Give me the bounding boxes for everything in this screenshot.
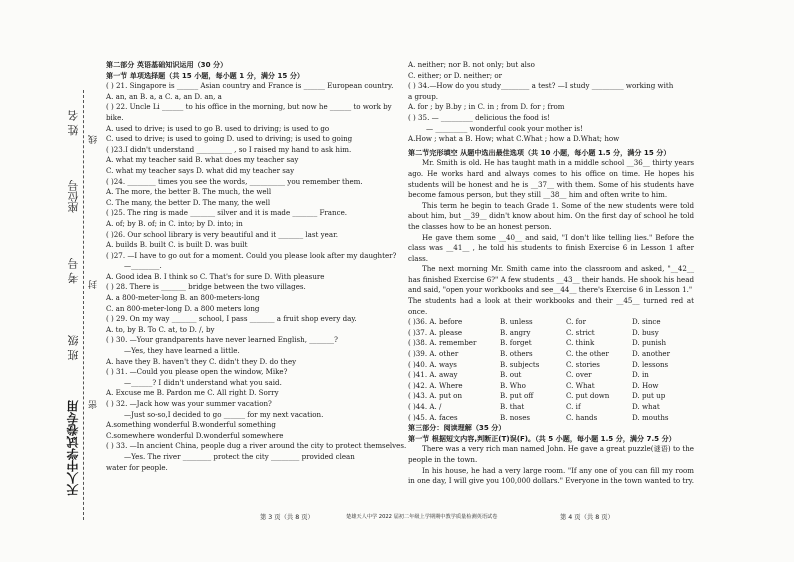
- cloze-option-row: [408, 370, 694, 381]
- school-label: 天人中学试卷专用: [66, 400, 80, 496]
- option: ( )36. A. before: [408, 317, 463, 327]
- question-line: ( ) 35. — _________ delicious the food is!: [408, 112, 550, 122]
- option: C. the other: [566, 349, 609, 359]
- option-line: A.something wonderful B.wonderful something: [106, 420, 276, 430]
- cloze-paragraph: The next morning Mr. Smith came into the classroom and asked, "__42__ has finished Exercise 6?" A few students __43__ their hands. He shook his head and said, "open your workbooks and see__44__ there's Exercise 6 in Lesson 1.": [408, 264, 694, 295]
- dialogue-line: —Yes, they have learned a little.: [124, 346, 240, 356]
- section-3-heading: 第一节 根据短文内容,判断正(T)误(F)。（共 5 小题，每小题 1.5 分，满分 7.5 分）: [408, 433, 676, 443]
- option: ( )43. A. put on: [408, 391, 463, 401]
- question-line: ( ) 29. On my way _______ school, I pass _______ a fruit shop every day.: [106, 314, 357, 324]
- option-line: A. for ; by B.by ; in C. in ; from D. for ; from: [408, 102, 565, 112]
- option: B. put off: [500, 391, 534, 401]
- cloze-paragraph: Mr. Smith is old. He has taught math in a middle school __36__ thirty years ago. He works hard and always comes to his office on time. He hopes his students will be honest and he is __37__ with them. Some of his students have become famous person, but they still __38__ him and often write to him.: [408, 158, 694, 200]
- reading-paragraph: There was a very rich man named John. He gave a great puzzle(谜语) to the people in the town.: [408, 444, 694, 464]
- option: B. angry: [500, 327, 531, 337]
- question-line: ( )25. The ring is made _______ silver and it is made _______ France.: [106, 208, 348, 218]
- option-line: A. Excuse me B. Pardon me C. All right D. Sorry: [106, 388, 279, 398]
- question-line: ( ) 31. —Could you please open the window, Mike?: [106, 367, 288, 377]
- option: ( )40. A. ways: [408, 359, 457, 369]
- question-line: bike.: [106, 112, 124, 122]
- option-line: A. of; by B. of; in C. into; by D. into; in: [106, 218, 243, 228]
- option-line: A. to, by B. To C. at, to D. /, by: [106, 324, 215, 334]
- reading-paragraph: In his house, he had a very large room. "If any one of you can fill my room in one day, I will give you 100,000 dollars." Everyone in the town wanted to try.: [408, 465, 694, 486]
- option: C. put down: [566, 391, 610, 401]
- left-column: [106, 60, 407, 473]
- option: ( )39. A. other: [408, 349, 459, 359]
- section-2-heading: 第二节完形填空 从题中选出最佳选项（共 10 小题，每小题 1.5 分，满分 15 分）: [408, 147, 671, 157]
- dialogue-line: —______? I didn't understand what you said.: [124, 377, 282, 387]
- cloze-option-row: [408, 338, 694, 349]
- question-line: water for people.: [106, 462, 168, 472]
- option: ( )42. A. Where: [408, 380, 463, 390]
- option: B. subjects: [500, 359, 540, 369]
- option: ( )44. A. /: [408, 402, 442, 411]
- option-line: A. what my teacher said B. what does my teacher say: [106, 155, 299, 165]
- option: B. noses: [500, 412, 531, 422]
- option-line: A. The more, the better B. The much, the well: [106, 187, 272, 197]
- question-line: ( ) 30. —Your grandparents have never learned English, _______?: [106, 335, 338, 345]
- option: B. forget: [500, 338, 532, 348]
- option: D. since: [632, 317, 661, 327]
- footer-page-right: 第 4 页（共 8 页）: [560, 514, 614, 521]
- option: D. punish: [632, 338, 667, 348]
- option: C. What: [566, 380, 595, 390]
- option-line: A. builds B. built C. is built D. was built: [106, 240, 248, 250]
- seal-char-3: 线: [89, 135, 99, 144]
- name-label: 姓 名: [67, 110, 80, 136]
- question-line: ( )26. Our school library is very beautiful and it _______ last year.: [106, 229, 338, 239]
- option: C. think: [566, 338, 595, 348]
- question-line: ( )27. —I have to go out for a moment. Could you please look after my daughter?: [106, 250, 397, 260]
- right-column: [408, 60, 694, 487]
- option-line: A. a 800-meter-long B. an 800-meters-long: [106, 293, 260, 303]
- cloze-option-row: [408, 413, 694, 424]
- exam-number-label: 考 号: [67, 258, 80, 284]
- option: B. unless: [500, 317, 533, 327]
- dialogue-line: — _________ wonderful cook your mother is!: [426, 123, 583, 133]
- option-line: A. an, an B. a, a C. a, an D. an, a: [106, 91, 222, 101]
- option-line: A. have they B. haven't they C. didn't they D. do they: [106, 356, 297, 366]
- dialogue-line: —Yes. The river ________ protect the city ________ provided clean: [124, 451, 355, 461]
- option-line: A.How ; what a B. How; what C.What ; how a D.What; how: [408, 134, 620, 144]
- option-line: A. neither; nor B. not only; but also: [408, 60, 535, 69]
- cloze-options: [408, 317, 694, 423]
- seal-char-2: 封: [89, 280, 99, 289]
- option: C. hands: [566, 412, 598, 422]
- dialogue-line: —________.: [124, 261, 162, 271]
- question-line: ( ) 34.—How do you study________ a test? —I study _________ working with: [408, 81, 674, 91]
- cloze-paragraph: He gave them some __40__ and said, "I don't like telling lies." Before the class was __41__ , he told his students to finish Exercise 6 in Lesson 1 after class.: [408, 232, 694, 263]
- option: ( )38. A. remember: [408, 338, 477, 348]
- option: C. for: [566, 317, 586, 327]
- cloze-option-row: [408, 402, 694, 413]
- part-3-heading: 第三部分：阅读理解（35 分）: [408, 423, 506, 433]
- option-line: C. an 800-meter-long D. a 800 meters long: [106, 303, 260, 313]
- option: C. if: [566, 402, 581, 411]
- option-line: A. used to drive; is used to go B. used to driving; is used to go: [106, 123, 330, 133]
- option: ( )45. A. faces: [408, 412, 458, 422]
- option: D. put up: [632, 391, 666, 401]
- question-line: ( ) 21. Singapore is ______ Asian country and France is ______ European country.: [106, 81, 394, 91]
- cloze-option-row: [408, 317, 694, 328]
- cloze-paragraph: The students had a look at their workbooks and their __45__ turned red at once.: [408, 296, 694, 316]
- option: D. How: [632, 380, 659, 390]
- option-line: A. Good idea B. I think so C. That's for sure D. With pleasure: [106, 271, 325, 281]
- cloze-option-row: [408, 328, 694, 339]
- dialogue-line: —Just so-so,I decided to go ______ for my next vacation.: [124, 409, 324, 419]
- cloze-option-row: [408, 360, 694, 371]
- question-line: ( ) 32. —Jack how was your summer vacation?: [106, 399, 272, 408]
- cloze-paragraph: This term he begin to teach Grade 1. Some of the new students were told about him, but __39__ didn't know about him. On the first day of school he told the classes how to be an honest person.: [408, 200, 694, 231]
- question-line: ( ) 28. There is _______ bridge between the two villages.: [106, 282, 306, 292]
- seal-line: [83, 90, 84, 520]
- binding-margin: [0, 0, 100, 562]
- option: B. others: [500, 349, 533, 359]
- option-line: C. used to drive; is used to going D. used to driving; is used to going: [106, 134, 353, 144]
- option-line: C. what my teacher says D. what did my teacher say: [106, 165, 295, 175]
- option-line: C.somewhere wonderful D.wonderful somewhere: [106, 430, 284, 440]
- section-1-heading: 第一节 单项选择题（共 15 小题，每小题 1 分，满分 15 分）: [106, 70, 305, 80]
- option: D. mouths: [632, 412, 669, 422]
- question-line: a group.: [408, 91, 439, 101]
- seat-number-label: 座位号: [67, 180, 80, 213]
- option: C. strict: [566, 327, 595, 337]
- option: B. out: [500, 370, 522, 380]
- option: D. another: [632, 349, 671, 359]
- option: ( )41. A. away: [408, 370, 458, 380]
- question-line: ( ) 33. —In ancient China, people dug a river around the city to protect themselves.: [106, 441, 407, 451]
- cloze-option-row: [408, 391, 694, 402]
- class-label: 班 级: [67, 335, 80, 361]
- option: D. in: [632, 370, 649, 380]
- option: ( )37. A. please: [408, 327, 463, 337]
- option: C. over: [566, 370, 592, 380]
- footer-exam-title: 楚雄天人中学 2022 届初二年级上学期期中教学质量检测英语试卷: [346, 514, 498, 520]
- option: B. that: [500, 402, 525, 411]
- option: C. stories: [566, 359, 600, 369]
- option: D. busy: [632, 327, 659, 337]
- cloze-option-row: [408, 381, 694, 392]
- question-line: ( )24. ________ times you see the words, __________ you remember them.: [106, 176, 363, 186]
- option: B. Who: [500, 380, 526, 390]
- footer-page-left: 第 3 页（共 8 页）: [260, 514, 314, 521]
- question-line: ( )23.I didn't understand __________ , so I raised my hand to ask him.: [106, 144, 352, 154]
- option-line: C. either; or D. neither; or: [408, 70, 503, 80]
- section-title: 第二部分 英语基础知识运用（30 分）: [106, 60, 228, 69]
- seal-char-1: 密: [89, 400, 99, 409]
- option: D. what: [632, 402, 660, 411]
- question-line: ( ) 22. Uncle Li ______ to his office in the morning, but now he ______ to work by: [106, 102, 392, 112]
- cloze-option-row: [408, 349, 694, 360]
- option: D. lessons: [632, 359, 669, 369]
- option-line: C. The many, the better D. The many, the well: [106, 197, 271, 207]
